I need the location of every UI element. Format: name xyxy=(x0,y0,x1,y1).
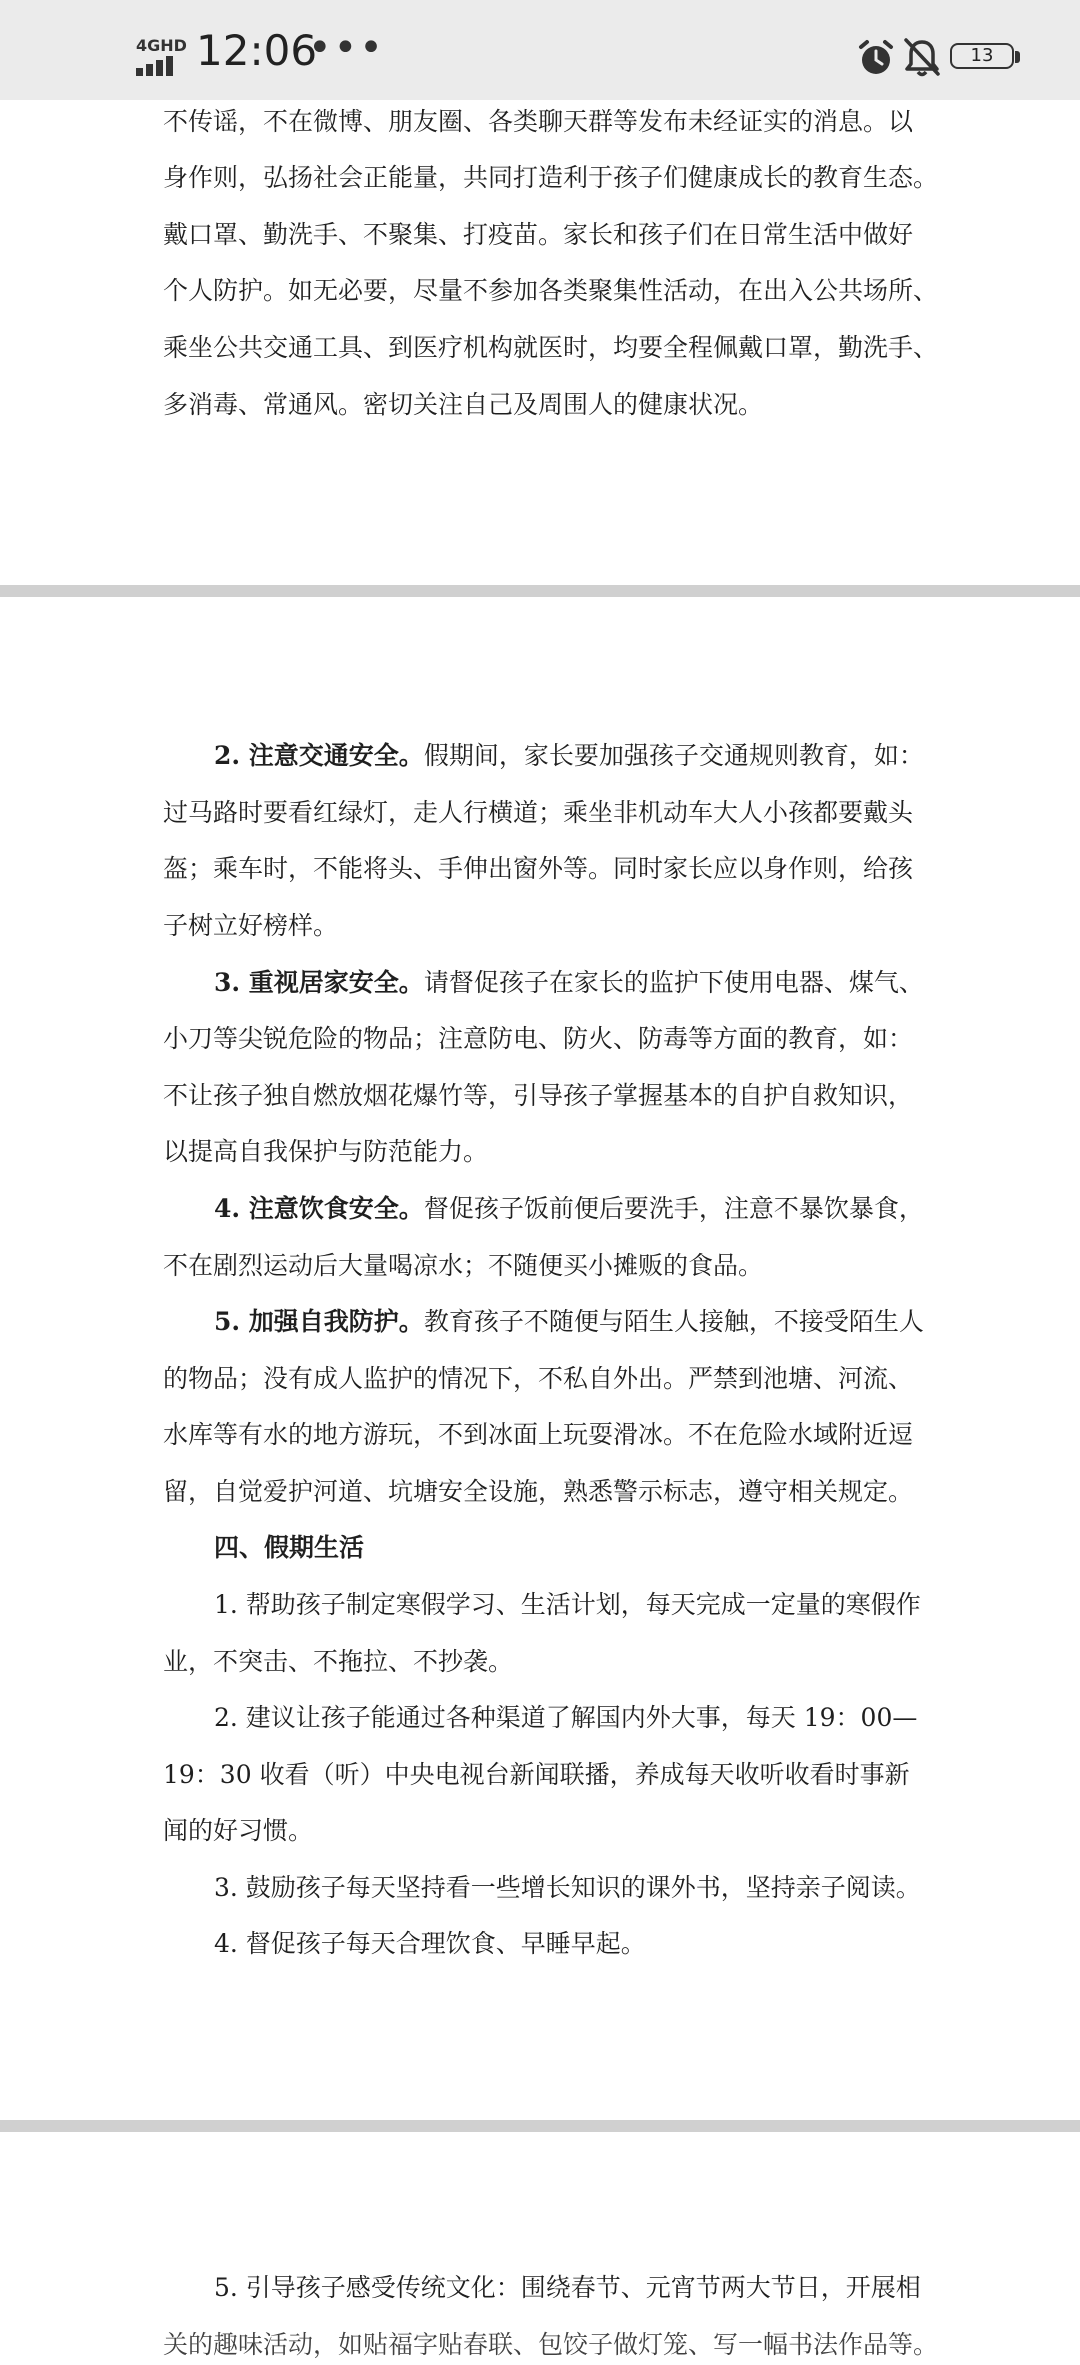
battery-tip xyxy=(1015,51,1020,63)
item-text: 请督促孩子在家长的监护下使用电器、煤气、 xyxy=(423,968,924,997)
network-type-label: 4GHD xyxy=(136,36,187,55)
alarm-icon xyxy=(856,38,896,78)
page-divider xyxy=(0,2120,1080,2132)
paragraph-line: 身作则，弘扬社会正能量，共同打造利于孩子们健康成长的教育生态。 xyxy=(163,163,939,192)
item-heading: 3. 重视居家安全。 xyxy=(214,968,424,997)
status-bar xyxy=(0,0,1080,100)
paragraph-line: 乘坐公共交通工具、到医疗机构就医时，均要全程佩戴口罩，勤洗手、 xyxy=(163,333,939,362)
item-text: 督促孩子饭前便后要洗手，注意不暴饮暴食， xyxy=(423,1194,924,1223)
paragraph-line: 的物品；没有成人监护的情况下，不私自外出。严禁到池塘、河流、 xyxy=(163,1364,914,1393)
item-heading: 5. 加强自我防护。 xyxy=(214,1307,424,1336)
battery-indicator xyxy=(950,43,1022,73)
paragraph-line: 闻的好习惯。 xyxy=(163,1816,314,1845)
paragraph-line: 水库等有水的地方游玩，不到冰面上玩耍滑冰。不在危险水域附近逗 xyxy=(163,1420,914,1449)
item-heading: 4. 注意饮食安全。 xyxy=(214,1194,424,1223)
item-5-line xyxy=(214,1302,974,1342)
item-heading: 2. 注意交通安全。 xyxy=(214,741,424,770)
item-4-line xyxy=(214,1189,974,1229)
paragraph-line: 过马路时要看红绿灯，走人行横道；乘坐非机动车大人小孩都要戴头 xyxy=(163,798,914,827)
paragraph-line: 留，自觉爱护河道、坑塘安全设施，熟悉警示标志，遵守相关规定。 xyxy=(163,1477,914,1506)
item-3-line xyxy=(214,963,974,1003)
paragraph-line: 盔；乘车时，不能将头、手伸出窗外等。同时家长应以身作则，给孩 xyxy=(163,854,914,883)
paragraph-line: 子树立好榜样。 xyxy=(163,911,339,940)
paragraph-line-partial: 关的趣味活动，如贴福字贴春联、包饺子做灯笼、写一幅书法作品等。 xyxy=(163,2330,939,2359)
paragraph-line: 戴口罩、勤洗手、不聚集、打疫苗。家长和孩子们在日常生活中做好 xyxy=(163,220,914,249)
network-indicator xyxy=(136,36,186,76)
list-item: 3. 鼓励孩子每天坚持看一些增长知识的课外书，坚持亲子阅读。 xyxy=(214,1873,921,1902)
list-item: 5. 引导孩子感受传统文化：围绕春节、元宵节两大节日，开展相 xyxy=(214,2273,921,2302)
paragraph-line: 业，不突击、不拖拉、不抄袭。 xyxy=(163,1647,514,1676)
paragraph-line: 不让孩子独自燃放烟花爆竹等，引导孩子掌握基本的自护自救知识， xyxy=(163,1081,914,1110)
document-page-3 xyxy=(0,2132,1080,2359)
document-page-1 xyxy=(0,100,1080,585)
list-item: 4. 督促孩子每天合理饮食、早睡早起。 xyxy=(214,1929,646,1958)
page-divider xyxy=(0,585,1080,597)
item-text: 教育孩子不随便与陌生人接触，不接受陌生人 xyxy=(423,1307,924,1336)
paragraph-line: 以提高自我保护与防范能力。 xyxy=(163,1137,489,1166)
battery-level: 13 xyxy=(950,43,1014,69)
section-heading: 四、假期生活 xyxy=(214,1533,365,1562)
more-notifications-icon: ••• xyxy=(308,25,385,71)
paragraph-line: 多消毒、常通风。密切关注自己及周围人的健康状况。 xyxy=(163,390,764,419)
paragraph-line: 19：30 收看（听）中央电视台新闻联播，养成每天收听收看时事新 xyxy=(163,1760,910,1789)
item-2-line xyxy=(214,736,974,776)
signal-icon xyxy=(136,56,186,76)
paragraph-line: 个人防护。如无必要，尽量不参加各类聚集性活动，在出入公共场所、 xyxy=(163,276,939,305)
list-item: 2. 建议让孩子能通过各种渠道了解国内外大事，每天 19：00— xyxy=(214,1703,918,1732)
paragraph-line: 小刀等尖锐危险的物品；注意防电、防火、防毒等方面的教育，如： xyxy=(163,1024,914,1053)
list-item: 1. 帮助孩子制定寒假学习、生活计划，每天完成一定量的寒假作 xyxy=(214,1590,921,1619)
clock-time: 12:06 xyxy=(196,26,318,75)
paragraph-line: 不在剧烈运动后大量喝凉水；不随便买小摊贩的食品。 xyxy=(163,1251,764,1280)
mute-bell-icon xyxy=(902,36,942,78)
paragraph-line: 不传谣，不在微博、朋友圈、各类聊天群等发布未经证实的消息。以 xyxy=(163,107,914,136)
item-text: 假期间，家长要加强孩子交通规则教育，如： xyxy=(423,741,924,770)
document-page-2 xyxy=(0,597,1080,2120)
